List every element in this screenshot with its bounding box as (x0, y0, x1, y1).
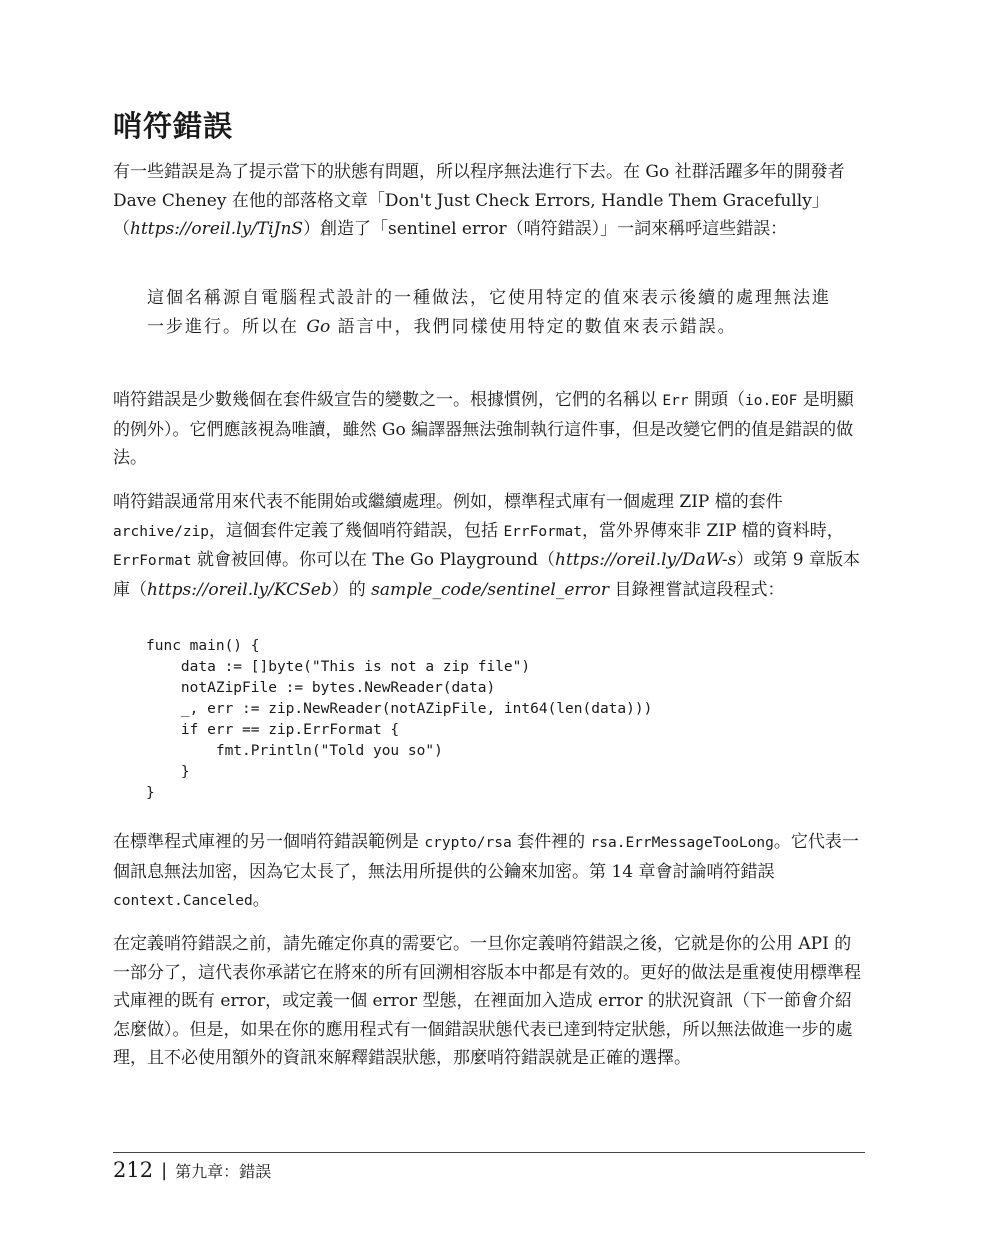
p3-code-errformat-2: ErrFormat (113, 553, 192, 569)
p2-text-c: 是明顯的例外）。它們應該視為唯讀，雖然 Go 編譯器無法強制執行這件事，但是改變它們的值是錯誤的做法。 (113, 390, 854, 468)
footer-rule (113, 1152, 865, 1153)
p4-code-crypto-rsa: crypto/rsa (424, 835, 512, 851)
page-number: 212 (113, 1158, 154, 1182)
footer-separator: | (161, 1159, 168, 1181)
section-heading: 哨符錯誤 (113, 109, 234, 143)
p2-code-ioeof: io.EOF (745, 393, 798, 409)
p3-text-d: 就會被回傳。你可以在 The Go Playground（ (191, 550, 555, 570)
paragraph-advice: 在定義哨符錯誤之前，請先確定你真的需要它。一旦你定義哨符錯誤之後，它就是你的公用 API 的一部分了，這代表你承諾它在將來的所有回溯相容版本中都是有效的。更好的做法是重複使用標準程式庫裡的既有 error，或定義一個 error 型態，在裡面加入造成 error 的狀況資訊（下一節會介紹怎麼做）。但是，如果在你的應用程式有一個錯誤狀態代表已達到特定狀態，所以無法做進一步的處理，且不必使用額外的資訊來解釋錯誤狀態，那麼哨符錯誤就是正確的選擇。 (113, 934, 861, 1068)
p2-text-b: 開頭（ (688, 390, 746, 410)
p3-text-a: 哨符錯誤通常用來代表不能開始或繼續處理。例如，標準程式庫有一個處理 ZIP 檔的套件 (113, 492, 783, 512)
p3-text-b: ，這個套件定義了幾個哨符錯誤，包括 (209, 520, 504, 541)
p4-text-d: 。 (252, 890, 270, 910)
quote-text-b: 語言中，我們同樣使用特定的數值來表示錯誤。 (330, 316, 737, 337)
intro-text-a: 有一些錯誤是為了提示當下的狀態有問題，所以程序無法進行下去。在 Go 社群活躍多年的開發者 Dave Cheney 在他的部落格文章「Don't Just Check Errors, Handle Them Gracefully」（ (113, 162, 845, 239)
p4-text-b: 套件裡的 (511, 832, 591, 852)
intro-text-b: ）創造了「sentinel error（哨符錯誤）」一詞來稱呼這些錯誤： (303, 219, 788, 239)
p3-text-c: ，當外界傳來非 ZIP 檔的資料時， (582, 520, 844, 541)
p4-text-c: 。它代表一個訊息無法加密，因為它太長了，無法用所提供的公鑰來加密。第 14 章會討論哨符錯誤 (113, 832, 859, 882)
blockquote (147, 284, 847, 341)
quote-go: Go (306, 316, 331, 337)
p4-code-errmessagetoolong: rsa.ErrMessageTooLong (590, 835, 774, 851)
code-block: func main() { data := []byte("This is not a zip file") notAZipFile := bytes.NewReader(data) _, err := zip.NewReader(notAZipFile, int64(len(data))) if err == zip.ErrFormat { fmt.Println("Told you so") } } (146, 638, 653, 801)
quote-text-a: 這個名稱源自電腦程式設計的一種做法，它使用特定的值來表示後續的處理無法進一步進行。所以在 (147, 288, 831, 337)
intro-link[interactable]: https://oreil.ly/TiJnS (130, 219, 304, 239)
p3-link-playground[interactable]: https://oreil.ly/DaW-s (555, 550, 737, 570)
paragraph-zip-example (113, 488, 865, 604)
p2-text-a: 哨符錯誤是少數幾個在套件級宣告的變數之一。根據慣例，它們的名稱以 (113, 390, 663, 410)
page-footer (113, 1158, 271, 1182)
p2-code-err: Err (662, 393, 689, 409)
paragraph-intro (113, 158, 865, 244)
p3-text-g: 目錄裡嘗試這段程式： (609, 579, 785, 600)
chapter-title: 第九章：錯誤 (175, 1161, 272, 1181)
paragraph-convention (113, 386, 865, 473)
p4-code-context-canceled: context.Canceled (113, 893, 253, 909)
p3-text-e: ）或第 9 章版本庫（ (113, 550, 860, 600)
p3-text-f: ）的 (331, 579, 372, 600)
p3-link-repo[interactable]: https://oreil.ly/KCSeb (147, 579, 332, 600)
p3-code-archive-zip: archive/zip (113, 523, 210, 540)
p4-text-a: 在標準程式庫裡的另一個哨符錯誤範例是 (113, 832, 425, 852)
p3-path: sample_code/sentinel_error (371, 579, 610, 600)
p3-code-errformat: ErrFormat (503, 523, 583, 540)
paragraph-rsa-example (113, 828, 865, 916)
